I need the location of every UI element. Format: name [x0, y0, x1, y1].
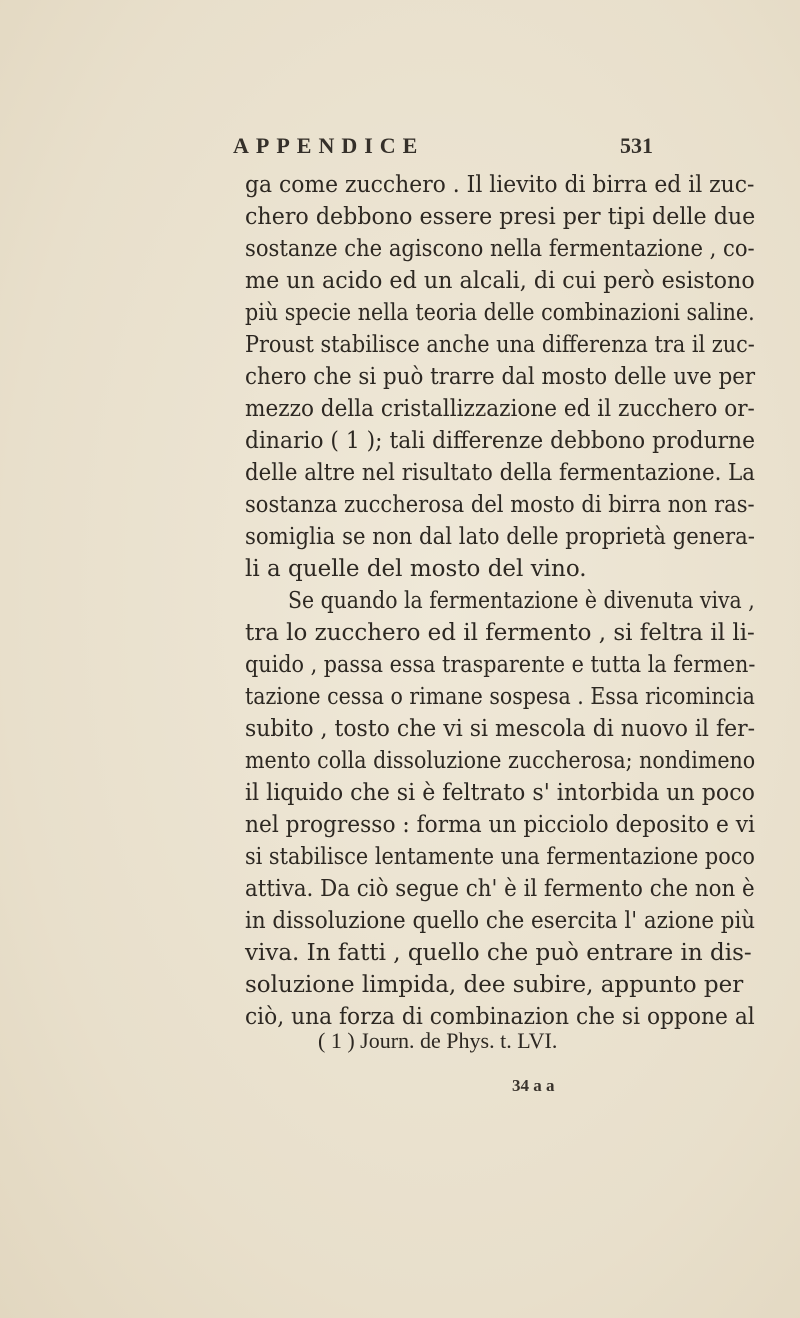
text-line: Se quando la fermentazione è divenuta viva ,	[288, 588, 755, 614]
text-line: più specie nella teoria delle combinazioni saline.	[245, 300, 755, 326]
text-line: somiglia se non dal lato delle proprietà genera-	[245, 524, 755, 550]
text-line: viva. In fatti , quello che può entrare in dis-	[245, 940, 752, 966]
text-line: li a quelle del mosto del vino.	[245, 556, 587, 582]
text-line: nel progresso : forma un picciolo deposito e vi	[245, 812, 755, 838]
printer-signature: 34 a a	[512, 1076, 555, 1095]
running-title: APPENDICE	[233, 133, 425, 158]
text-line: soluzione limpida, dee subire, appunto per	[245, 972, 744, 998]
page-header	[233, 133, 653, 167]
text-line: ga come zucchero . Il lievito di birra ed il zuc-	[245, 172, 755, 198]
text-line: me un acido ed un alcali, di cui però esistono	[245, 268, 755, 294]
text-line: ciò, una forza di combinazion che si oppone al	[245, 1004, 755, 1030]
text-line: Proust stabilisce anche una differenza tra il zuc-	[245, 332, 755, 358]
text-line: tra lo zucchero ed il fermento , si feltra il li-	[245, 620, 755, 646]
text-line: chero debbono essere presi per tipi delle due	[245, 204, 756, 230]
text-line: mento colla dissoluzione zuccherosa; nondimeno	[245, 748, 756, 774]
text-line: sostanza zuccherosa del mosto di birra non ras-	[245, 492, 755, 518]
text-line: si stabilisce lentamente una fermentazione poco	[245, 844, 755, 870]
text-line: il liquido che si è feltrato s' intorbida un poco	[245, 780, 755, 806]
text-line: attiva. Da ciò segue ch' è il fermento che non è	[245, 876, 755, 902]
text-line: subito , tosto che vi si mescola di nuovo il fer-	[245, 716, 755, 742]
text-line: delle altre nel risultato della fermentazione. La	[245, 460, 755, 486]
text-line: chero che si può trarre dal mosto delle uve per	[245, 364, 756, 390]
footnote: ( 1 ) Journ. de Phys. t. LVI.	[318, 1028, 558, 1053]
text-line: mezzo della cristallizzazione ed il zucchero or-	[245, 396, 755, 422]
text-line: sostanze che agiscono nella fermentazione , co-	[245, 236, 755, 262]
text-line: tazione cessa o rimane sospesa . Essa ricomincia	[245, 684, 755, 710]
text-line: dinario ( 1 ); tali differenze debbono produrne	[245, 428, 755, 454]
text-line: quido , passa essa trasparente e tutta la fermen-	[245, 652, 756, 678]
text-line: in dissoluzione quello che esercita l' azione più	[245, 908, 756, 934]
page-number: 531	[620, 133, 653, 158]
